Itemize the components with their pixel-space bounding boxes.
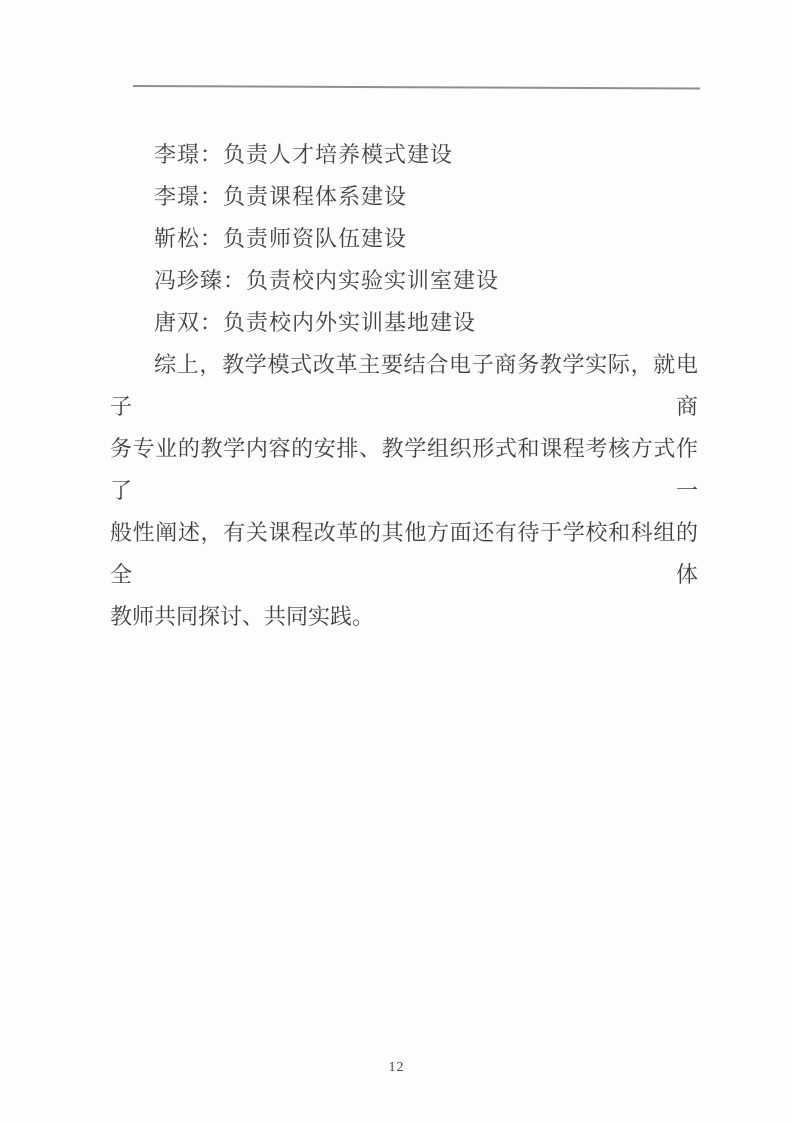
header-rule [133,85,700,89]
document-body [110,134,698,638]
assignment-line-1: 李璟：负责人才培养模式建设 [154,142,454,167]
paragraph-line-2: 务专业的教学内容的安排、教学组织形式和课程考核方式作了一 [110,436,698,503]
assignment-line-2: 李璟：负责课程体系建设 [154,184,408,209]
summary-paragraph [110,344,698,638]
page-number: 12 [388,1060,405,1075]
assignment-line-5: 唐双：负责校内外实训基地建设 [154,310,477,335]
paragraph-line-3: 般性阐述，有关课程改革的其他方面还有待于学校和科组的全体 [110,520,698,587]
assignment-line-3: 靳松：负责师资队伍建设 [154,226,408,251]
assignment-line-4: 冯珍臻：负责校内实验实训室建设 [154,268,500,293]
paragraph-line-4: 教师共同探讨、共同实践。 [110,604,375,629]
paragraph-line-1: 综上，教学模式改革主要结合电子商务教学实际，就电子商 [110,352,698,419]
